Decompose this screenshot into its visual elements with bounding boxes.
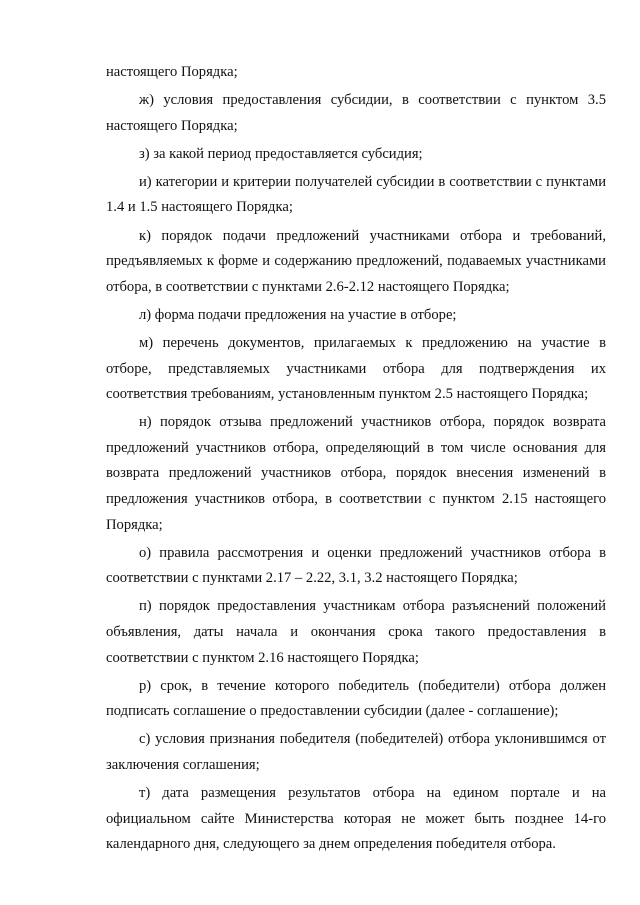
- paragraph-item-i: и) категории и критерии получателей субсидии в соответствии с пунктами 1.4 и 1.5 настоящего Порядка;: [106, 173, 606, 216]
- paragraph-item-k: к) порядок подачи предложений участниками отбора и требований, предъявляемых к форме и содержанию предложений, подаваемых участниками отбора, в соответствии с пунктами 2.6-2.12 настоящего Порядка;: [106, 227, 606, 295]
- paragraph-item-n: н) порядок отзыва предложений участников отбора, порядок возврата предложений участников отбора, определяющий в том числе основания для возврата предложений участников отбора, порядок внесения изменений в предложения участников отбора, в соответствии с пунктом 2.15 настоящего Порядка;: [106, 414, 606, 533]
- paragraph-item-zh: ж) условия предоставления субсидии, в соответствии с пунктом 3.5 настоящего Порядка;: [106, 92, 606, 134]
- paragraph-item-o: о) правила рассмотрения и оценки предложений участников отбора в соответствии с пунктами 2.17 – 2.22, 3.1, 3.2 настоящего Порядка;: [106, 544, 606, 587]
- paragraph-item-r: р) срок, в течение которого победитель (победители) отбора должен подписать соглашение о предоставлении субсидии (далее - соглашение);: [106, 677, 606, 720]
- document-body: [106, 60, 606, 860]
- paragraph-item-s: с) условия признания победителя (победителей) отбора уклонившимся от заключения соглашения;: [106, 731, 606, 773]
- paragraph-item-p: п) порядок предоставления участникам отбора разъяснений положений объявления, даты начала и окончания срока такого предоставления в соответствии с пунктом 2.16 настоящего Порядка;: [106, 598, 606, 666]
- paragraph-item-z: з) за какой период предоставляется субсидия;: [139, 145, 423, 162]
- paragraph-continuation: настоящего Порядка;: [106, 64, 238, 80]
- paragraph-item-m: м) перечень документов, прилагаемых к предложению на участие в отборе, представляемых участниками отбора для подтверждения их соответствия требованиям, установленным пунктом 2.5 настоящего Порядка;: [106, 334, 606, 403]
- paragraph-item-l: л) форма подачи предложения на участие в отборе;: [139, 306, 457, 323]
- paragraph-item-t: т) дата размещения результатов отбора на едином портале и на официальном сайте Министерства которая не может быть позднее 14-го календарного дня, следующего за днем определения победителя отбора.: [106, 785, 606, 853]
